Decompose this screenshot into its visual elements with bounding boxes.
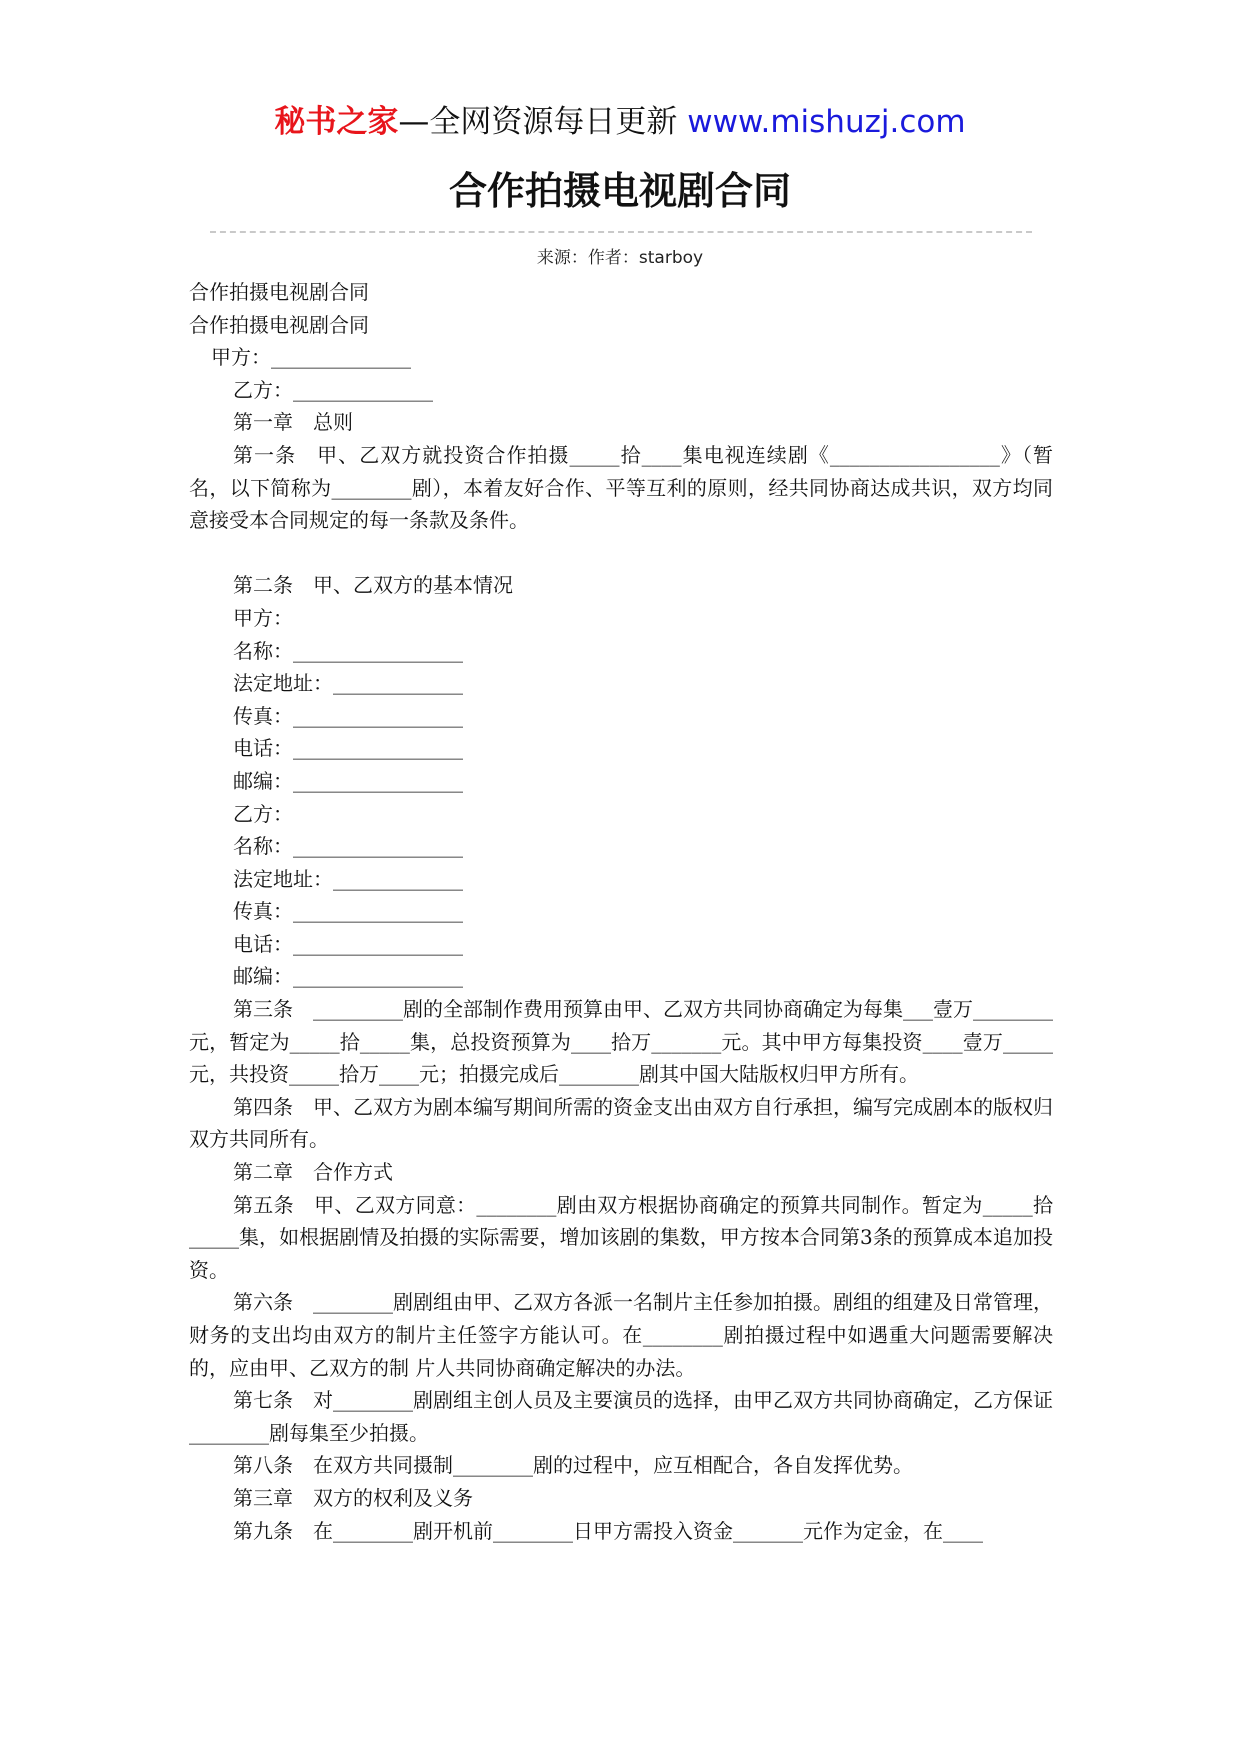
article-paragraph: 第五条 甲、乙双方同意：________剧由双方根据协商确定的预算共同制作。暂定为_____拾_____集，如根据剧情及拍摄的实际需要，增加该剧的集数，甲方按本合同第3条的预算成本追加投资。 (189, 1192, 1053, 1282)
title-divider (210, 231, 1032, 233)
form-field-line: 名称：_________________ (233, 638, 463, 663)
document-title: 合作拍摄电视剧合同 (448, 169, 791, 213)
article-paragraph: 第四条 甲、乙双方为剧本编写期间所需的资金支出由双方自行承担，编写完成剧本的版权归双方共同所有。 (189, 1094, 1053, 1152)
source-line: 来源：作者：starboy (536, 248, 704, 268)
chapter-heading: 第一章 总则 (233, 410, 353, 435)
form-field-line: 法定地址：_____________ (233, 671, 463, 696)
article-paragraph: 第六条 ________剧剧组由甲、乙双方各派一名制片主任参加拍摄。剧组的组建及日常管理，财务的支出均由双方的制片主任签字方能认可。在________剧拍摄过程中如遇重大问题需要解决的，应由甲、乙双方的制 片人共同协商确定解决的办法。 (189, 1290, 1053, 1380)
party-b-line: 乙方：______________ (233, 377, 433, 402)
doc-heading-line: 合作拍摄电视剧合同 (189, 280, 369, 304)
party-a-line: 甲方：______________ (211, 345, 411, 370)
form-field-line: 传真：_________________ (233, 703, 463, 728)
form-field-line: 电话：_________________ (233, 931, 463, 956)
form-field-line: 名称：_________________ (233, 834, 463, 859)
chapter-heading: 第三章 双方的权利及义务 (233, 1485, 473, 1510)
document-body (189, 276, 1053, 1547)
blank-line (189, 537, 1053, 570)
chapter-heading: 第二章 合作方式 (233, 1160, 393, 1185)
banner-slogan: —全网资源每日更新 (398, 104, 678, 140)
form-field-line: 邮编：_________________ (233, 768, 463, 793)
party-label: 乙方： (233, 801, 293, 826)
site-banner (0, 100, 1240, 144)
article-paragraph: 第三条 _________剧的全部制作费用预算由甲、乙双方共同协商确定为每集___壹万________元，暂定为_____拾_____集，总投资预算为____拾万_______元。其中甲方每集投资____壹万_____元，共投资_____拾万____元；拍摄完成后________剧其中国大陆版权归甲方所有。 (189, 997, 1053, 1087)
party-label: 甲方： (233, 605, 293, 630)
article-paragraph: 第九条 在________剧开机前________日甲方需投入资金_______元作为定金，在____ (233, 1518, 983, 1543)
banner-brand: 秘书之家 (274, 104, 399, 140)
form-field-line: 邮编：_________________ (233, 964, 463, 989)
form-field-line: 电话：_________________ (233, 736, 463, 761)
form-field-line: 法定地址：_____________ (233, 866, 463, 891)
article-paragraph: 第七条 对________剧剧组主创人员及主要演员的选择，由甲乙双方共同协商确定，乙方保证________剧每集至少拍摄。 (189, 1388, 1053, 1445)
article-heading: 第二条 甲、乙双方的基本情况 (233, 573, 513, 598)
banner-site-url[interactable]: www.mishuzj.com (677, 104, 966, 140)
article-paragraph: 第一条 甲、乙双方就投资合作拍摄_____拾____集电视连续剧《_________________》（暂名，以下简称为________剧），本着友好合作、平等互利的原则，经共同协商达成共识，双方均同意接受本合同规定的每一条款及条件。 (189, 442, 1053, 533)
doc-heading-line: 合作拍摄电视剧合同 (189, 312, 369, 337)
form-field-line: 传真：_________________ (233, 899, 463, 924)
article-paragraph: 第八条 在双方共同摄制________剧的过程中，应互相配合，各自发挥优势。 (233, 1453, 913, 1478)
